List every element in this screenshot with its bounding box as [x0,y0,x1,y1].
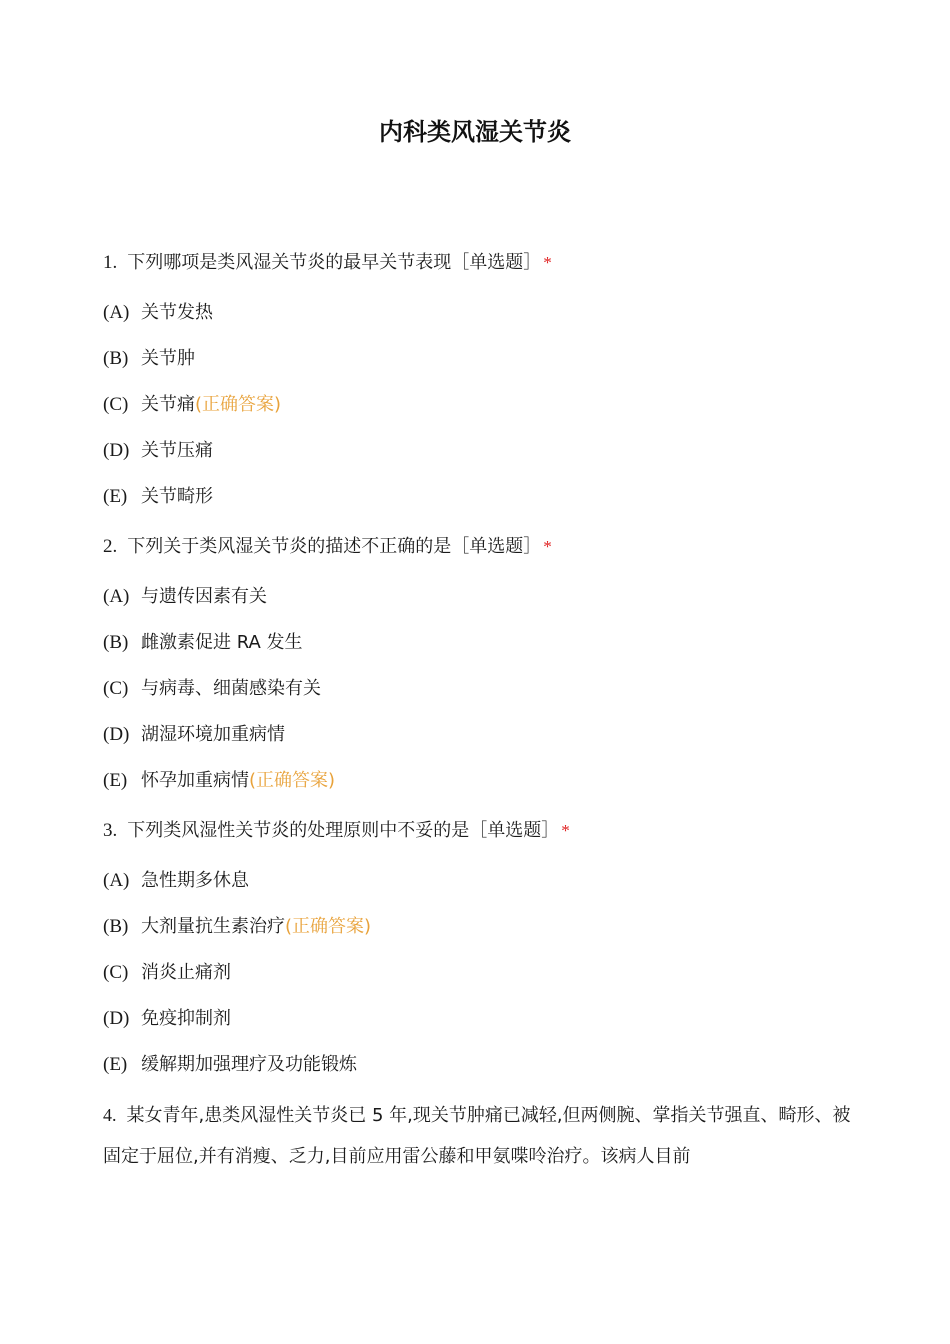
option-c[interactable] [103,673,851,705]
document-title: 内科类风湿关节炎 [379,118,571,146]
option-text: 免疫抑制剂 [141,1008,231,1029]
option-text: 关节发热 [141,302,213,323]
option-key: (E) [103,770,128,791]
correct-answer-tag: (正确答案) [249,770,336,791]
option-text: 消炎止痛剂 [141,962,231,983]
question-stem [103,1095,851,1177]
question-number: 3. [103,820,118,841]
option-key: (D) [103,724,130,745]
option-text: 与遗传因素有关 [141,586,267,607]
question-text: 下列哪项是类风湿关节炎的最早关节表现 [127,252,452,273]
option-key: (C) [103,394,129,415]
required-mark: * [543,253,552,272]
question-text: 下列关于类风湿关节炎的描述不正确的是 [127,536,452,557]
option-key: (B) [103,348,129,369]
option-list [103,581,851,797]
option-key: (C) [103,678,129,699]
option-d[interactable] [103,435,851,467]
option-c[interactable] [103,389,851,421]
option-b[interactable] [103,627,851,659]
correct-answer-tag: (正确答案) [285,916,372,937]
option-text: 缓解期加强理疗及功能锻炼 [141,1054,357,1075]
option-e[interactable] [103,1049,851,1081]
question-4 [103,1095,851,1177]
option-key: (D) [103,1008,130,1029]
option-list [103,297,851,513]
question-2 [103,527,851,797]
option-text: 急性期多休息 [141,870,249,891]
question-type: ［单选题］ [469,820,560,841]
option-b[interactable] [103,343,851,375]
option-d[interactable] [103,719,851,751]
option-text: 大剂量抗生素治疗 [141,916,285,937]
question-number: 4. [103,1105,117,1125]
option-a[interactable] [103,297,851,329]
option-b[interactable] [103,911,851,943]
option-key: (B) [103,632,129,653]
question-text: 下列类风湿性关节炎的处理原则中不妥的是 [127,820,470,841]
option-a[interactable] [103,581,851,613]
question-number: 1. [103,252,118,273]
option-text: 关节畸形 [141,486,213,507]
question-1 [103,243,851,513]
question-text: 某女青年,患类风湿性关节炎已 5 年,现关节肿痛已减轻,但两侧腕、掌指关节强直、畸形、被固定于屈位,并有消瘦、乏力,目前应用雷公藤和甲氨喋呤治疗。该病人目前 [103,1105,851,1167]
option-key: (B) [103,916,129,937]
option-e[interactable] [103,765,851,797]
option-text: 关节肿 [141,348,195,369]
question-stem [103,243,851,283]
question-stem [103,527,851,567]
option-text: 关节压痛 [141,440,213,461]
question-stem [103,811,851,851]
option-key: (D) [103,440,130,461]
question-3 [103,811,851,1081]
option-text: 湖湿环境加重病情 [141,724,285,745]
option-text: 怀孕加重病情 [141,770,249,791]
option-key: (A) [103,586,130,607]
option-c[interactable] [103,957,851,989]
option-key: (C) [103,962,129,983]
option-e[interactable] [103,481,851,513]
option-text: 关节痛 [141,394,195,415]
option-d[interactable] [103,1003,851,1035]
option-text: 与病毒、细菌感染有关 [141,678,321,699]
option-a[interactable] [103,865,851,897]
question-type: ［单选题］ [451,252,542,273]
option-key: (E) [103,486,128,507]
required-mark: * [543,537,552,556]
correct-answer-tag: (正确答案) [195,394,282,415]
option-key: (E) [103,1054,128,1075]
question-type: ［单选题］ [451,536,542,557]
option-key: (A) [103,302,130,323]
option-list [103,865,851,1081]
option-text: 雌激素促进 RA 发生 [141,632,303,653]
question-list [103,243,851,1177]
question-number: 2. [103,536,118,557]
option-key: (A) [103,870,130,891]
required-mark: * [561,821,570,840]
